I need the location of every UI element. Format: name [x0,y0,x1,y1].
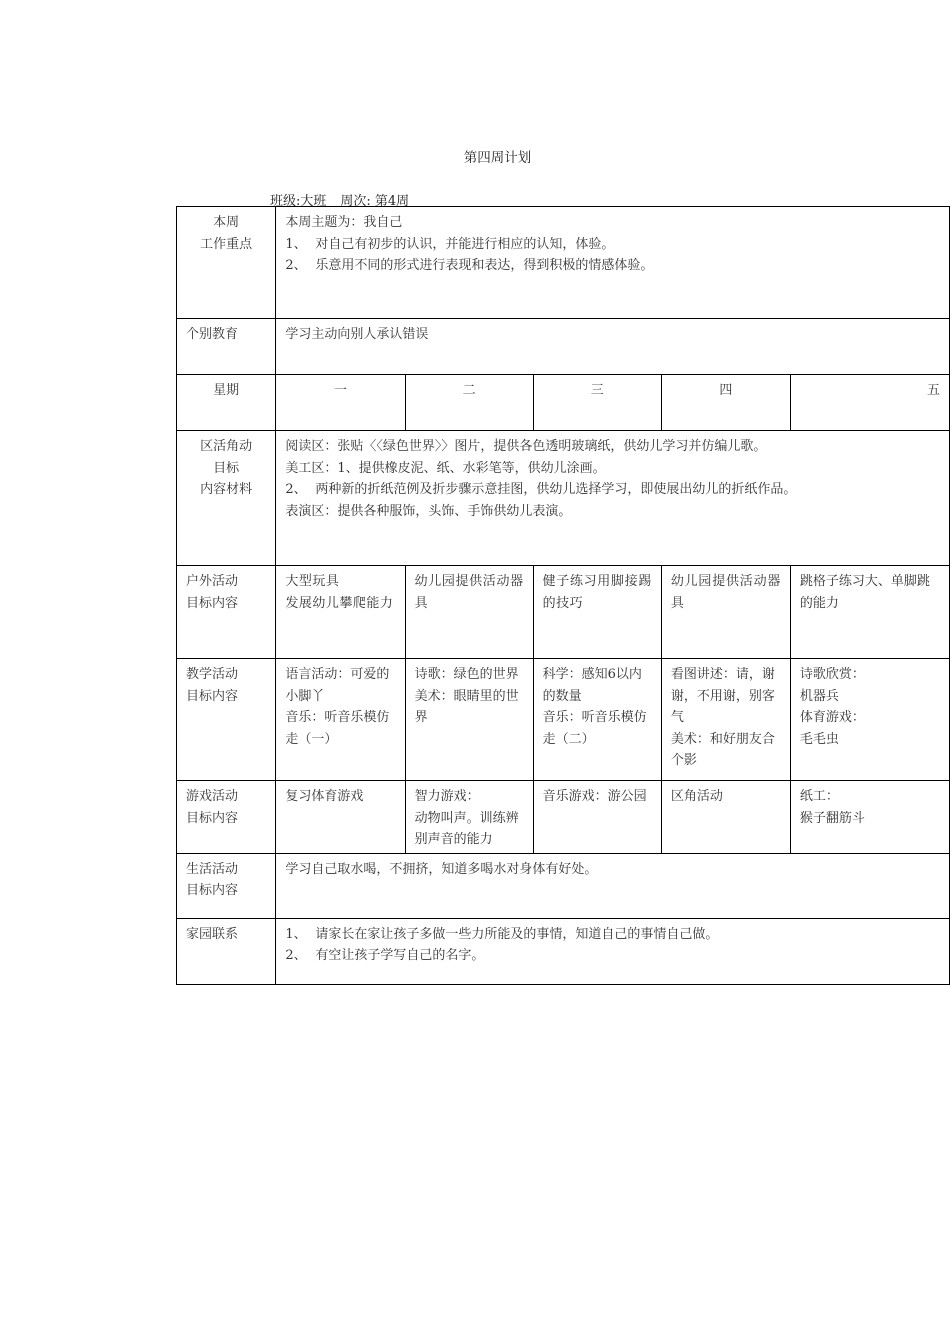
row-weekdays [177,375,950,431]
cell-line: 语言活动：可爱的小脚丫 [285,667,390,704]
cell-line: 美术：和好朋友合个影 [670,731,775,768]
individual-education-text: 学习主动向别人承认错误 [276,319,950,375]
class-label: 班级:大班 [270,194,327,209]
weekly-plan-table [176,206,950,985]
work-focus-content [276,207,950,319]
label-line: 区活角动 [200,439,253,454]
cell-line: 发展幼儿攀爬能力 [285,595,394,611]
games-mon [276,781,405,854]
row-teaching-activities [177,659,950,781]
label-line: 教学活动 [186,667,239,682]
cell-line: 健子练习用脚接踢的技巧 [542,574,652,611]
cell-line: 动物叫声。训练辨别声音的能力 [414,810,519,847]
work-focus-label [177,207,276,319]
cell-line: 机器兵 [799,688,839,704]
cell-line: 幼儿园提供活动器具 [414,574,524,611]
row-home-contact [177,918,950,984]
label-line: 生活活动 [186,861,239,877]
cell-line: 智力游戏： [414,789,480,804]
teaching-label [177,659,276,781]
teaching-tue [405,659,533,781]
outdoor-tue [405,566,533,659]
area-line: 2、 两种新的折纸范例及折步骤示意挂图，供幼儿选择学习，即使展出幼儿的折纸作品。 [285,482,797,497]
area-line: 阅读区：张贴〈〈绿色世界〉〉图片，提供各色透明玻璃纸，供幼儿学习并仿编儿歌。 [285,439,767,454]
row-game-activities [177,781,950,854]
row-outdoor-activities [177,566,950,659]
teaching-wed [533,659,661,781]
outdoor-wed [533,566,661,659]
label-line: 目标内容 [186,883,239,898]
cell-line: 音乐游戏：游公园 [542,789,647,804]
cell-line: 科学：感知6以内的数量 [542,667,642,704]
area-line: 美工区：1、提供橡皮泥、纸、水彩笔等，供幼儿涂画。 [285,460,606,476]
label-line: 工作重点 [200,236,253,252]
games-thu [661,781,790,854]
cell-line: 诗歌欣赏： [799,667,865,682]
label-line: 游戏活动 [186,789,239,804]
games-fri [790,781,949,854]
label-line: 目标内容 [186,688,239,704]
cell-line: 纸工： [799,789,839,804]
cell-line: 猴子翻筋斗 [799,810,865,826]
home-contact-label: 家园联系 [177,918,276,984]
weekday-thu: 四 [661,375,790,431]
area-line: 表演区：提供各种服饰，头饰、手饰供幼儿表演。 [285,503,572,519]
label-line: 本周 [213,215,240,230]
individual-education-label: 个别教育 [177,319,276,375]
focus-item: 1、 对自己有初步的认识，并能进行相应的认知，体验。 [285,236,615,252]
week-label: 周次: 第4周 [340,194,410,209]
teaching-thu [661,659,790,781]
label-line: 目标内容 [186,595,239,611]
home-item: 2、 有空让孩子学写自己的名字。 [285,948,485,963]
teaching-mon [276,659,405,781]
weekday-wed: 三 [533,375,661,431]
row-work-focus [177,207,950,319]
weekday-label: 星期 [177,375,276,431]
games-wed [533,781,661,854]
cell-line: 复习体育游戏 [285,789,364,804]
focus-item: 2、 乐意用不同的形式进行表现和表达，得到积极的情感体验。 [285,258,654,273]
weekday-tue: 二 [405,375,533,431]
daily-life-label [177,853,276,918]
row-individual-education [177,319,950,375]
outdoor-fri [790,566,949,659]
games-label [177,781,276,854]
outdoor-thu [661,566,790,659]
label-line: 内容材料 [200,482,253,497]
row-daily-life [177,853,950,918]
weekday-mon: 一 [276,375,405,431]
cell-line: 美术：眼睛里的世界 [414,688,519,725]
cell-line: 大型玩具 [285,574,340,589]
daily-life-text: 学习自己取水喝，不拥挤，知道多喝水对身体有好处。 [276,853,950,918]
row-area-activities [177,431,950,566]
label-line: 目标 [213,460,240,476]
cell-line: 幼儿园提供活动器具 [670,574,781,611]
home-item: 1、 请家长在家让孩子多做一些力所能及的事情，知道自己的事情自己做。 [285,926,719,942]
area-activities-content [276,431,950,566]
games-tue [405,781,533,854]
cell-line: 区角活动 [670,789,723,804]
outdoor-label [177,566,276,659]
cell-line: 诗歌：绿色的世界 [414,667,519,682]
area-activities-label [177,431,276,566]
cell-line: 音乐：听音乐模仿走（一） [285,710,390,747]
cell-line: 跳格子练习大、单脚跳的能力 [799,574,930,611]
label-line: 户外活动 [186,574,239,589]
cell-line: 体育游戏： [799,710,865,725]
theme-line: 本周主题为：我自己 [285,215,403,230]
document-title: 第四周计划 [463,150,532,166]
home-contact-content [276,918,950,984]
outdoor-mon [276,566,405,659]
cell-line: 音乐：听音乐模仿走（二） [542,710,647,747]
cell-line: 毛毛虫 [799,731,839,747]
teaching-fri [790,659,949,781]
weekday-fri: 五 [790,375,949,431]
label-line: 目标内容 [186,810,239,826]
cell-line: 看图讲述：请，谢谢，不用谢，别客气 [670,667,775,725]
